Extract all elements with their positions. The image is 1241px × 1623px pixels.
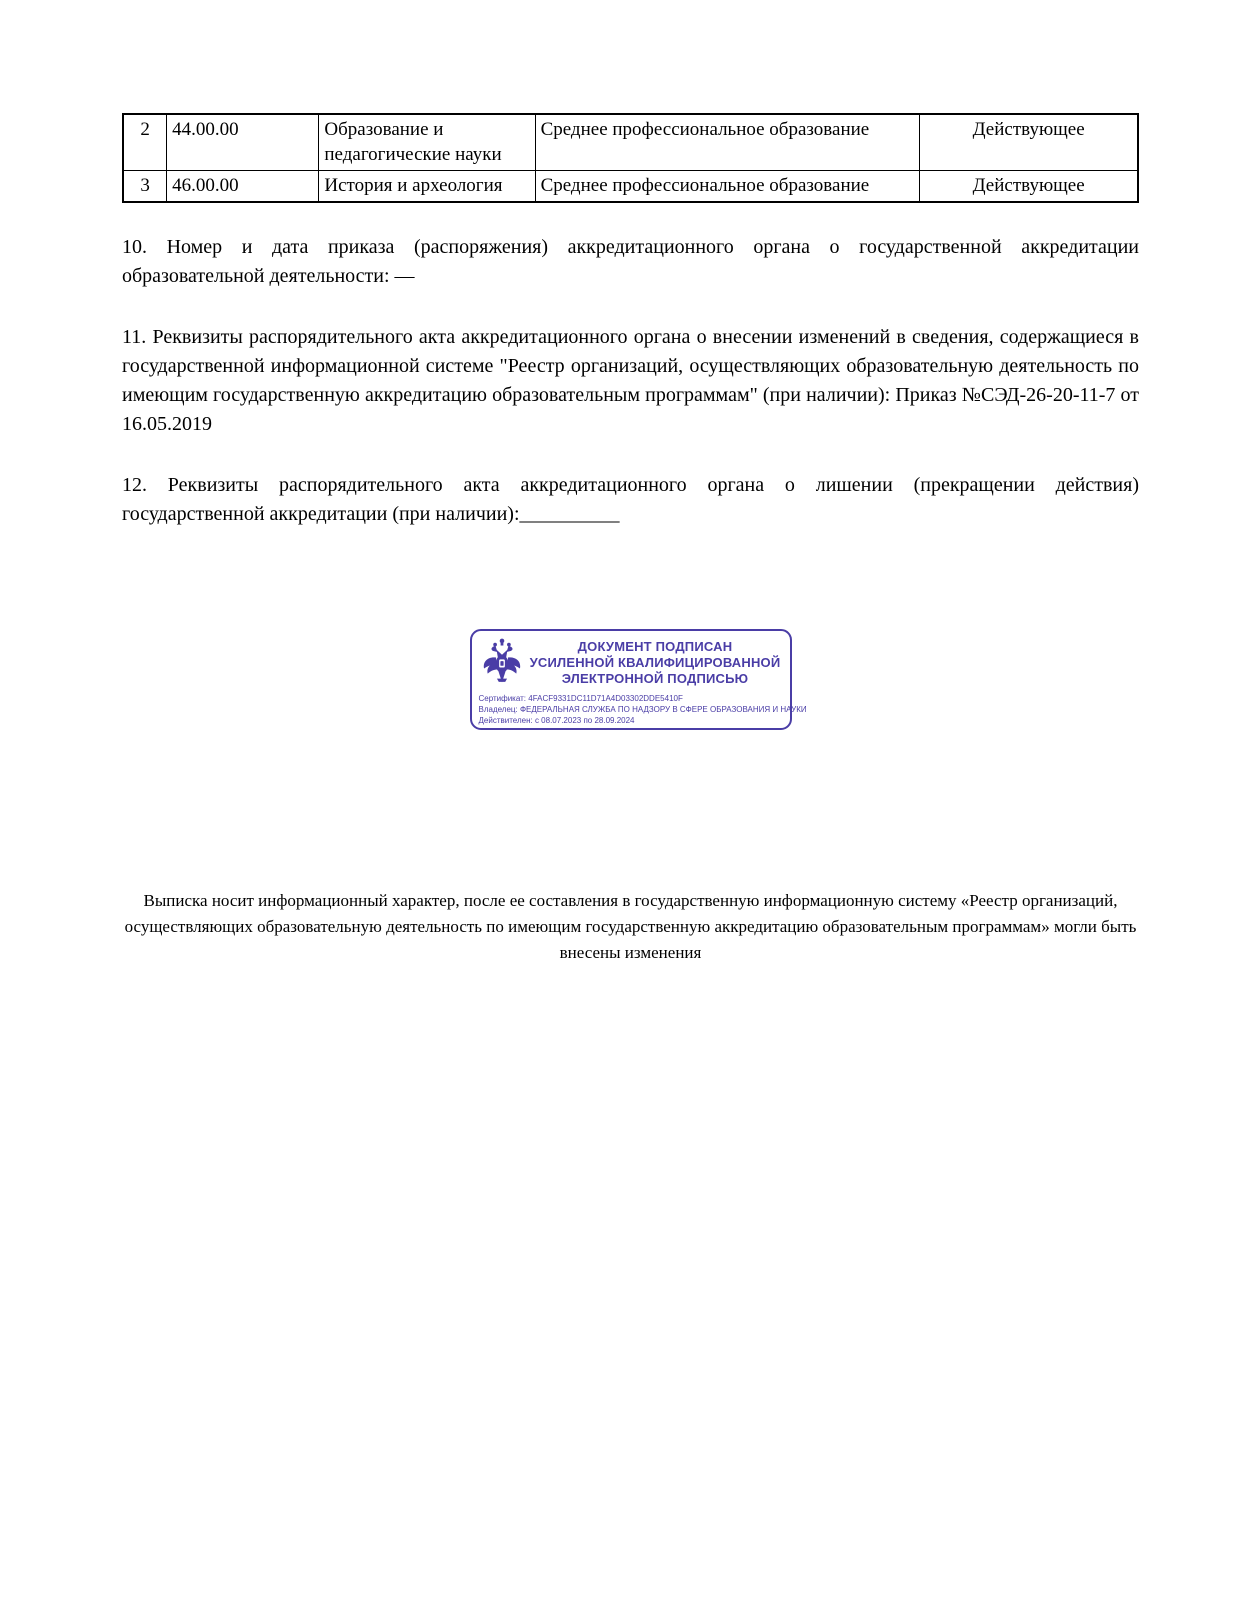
stamp-title-line-3: ЭЛЕКТРОННОЙ ПОДПИСЬЮ bbox=[561, 671, 749, 686]
name-cell: История и археология bbox=[319, 171, 535, 203]
stamp-header bbox=[479, 637, 782, 689]
footer-informational-note: Выписка носит информационный характер, после ее составления в государственную информационную систему «Реестр организаций, осуществляющих образовательную деятельность по имеющим государственную аккредитацию образовательным программам» могли быть внесены изменения bbox=[124, 891, 1137, 962]
paragraph-10-accreditation-order: 10. Номер и дата приказа (распоряжения) аккредитационного органа о государственной аккредитации образовательной деятельности: — bbox=[122, 236, 1139, 287]
paragraph-12-revocation-act: 12. Реквизиты распорядительного акта аккредитационного органа о лишении (прекращении действия) государственной аккредитации (при наличии):__________ bbox=[122, 474, 1139, 525]
paragraph-11-amendment-act: 11. Реквизиты распорядительного акта аккредитационного органа о внесении изменений в сведения, содержащиеся в государственной информационной системе "Реестр организаций, осуществляющих образовательную деятельность по имеющим государственную аккредитацию образовательным программам" (при наличии): Приказ №СЭД-26-20-11-7 от 16.05.2019 bbox=[122, 326, 1139, 435]
table-row bbox=[123, 114, 1138, 171]
table-row bbox=[123, 171, 1138, 203]
name-cell: Образование и педагогические науки bbox=[319, 114, 535, 171]
level-cell: Среднее профессиональное образование bbox=[535, 171, 920, 203]
status-cell: Действующее bbox=[920, 114, 1138, 171]
stamp-title-line-1: ДОКУМЕНТ ПОДПИСАН bbox=[577, 639, 733, 654]
status-cell: Действующее bbox=[920, 171, 1138, 203]
code-cell: 46.00.00 bbox=[167, 171, 319, 203]
level-cell: Среднее профессиональное образование bbox=[535, 114, 920, 171]
code-cell: 44.00.00 bbox=[167, 114, 319, 171]
stamp-title-line-2: УСИЛЕННОЙ КВАЛИФИЦИРОВАННОЙ bbox=[529, 655, 781, 670]
coat-of-arms-icon bbox=[479, 637, 525, 689]
row-number-cell: 3 bbox=[123, 171, 167, 203]
stamp-owner: Владелец: ФЕДЕРАЛЬНАЯ СЛУЖБА ПО НАДЗОРУ В СФЕРЕ ОБРАЗОВАНИЯ И НАУКИ bbox=[478, 705, 807, 714]
stamp-validity: Действителен: с 08.07.2023 по 28.09.2024 bbox=[478, 716, 635, 725]
electronic-signature-stamp bbox=[470, 629, 807, 730]
row-number-cell: 2 bbox=[123, 114, 167, 171]
signature-stamp-container bbox=[122, 629, 1139, 730]
stamp-title bbox=[529, 639, 782, 687]
stamp-certificate: Сертификат: 4FACF9331DC11D71A4D03302DDE5410F bbox=[478, 694, 683, 703]
accreditation-programs-table bbox=[122, 113, 1139, 203]
stamp-details bbox=[478, 693, 807, 726]
